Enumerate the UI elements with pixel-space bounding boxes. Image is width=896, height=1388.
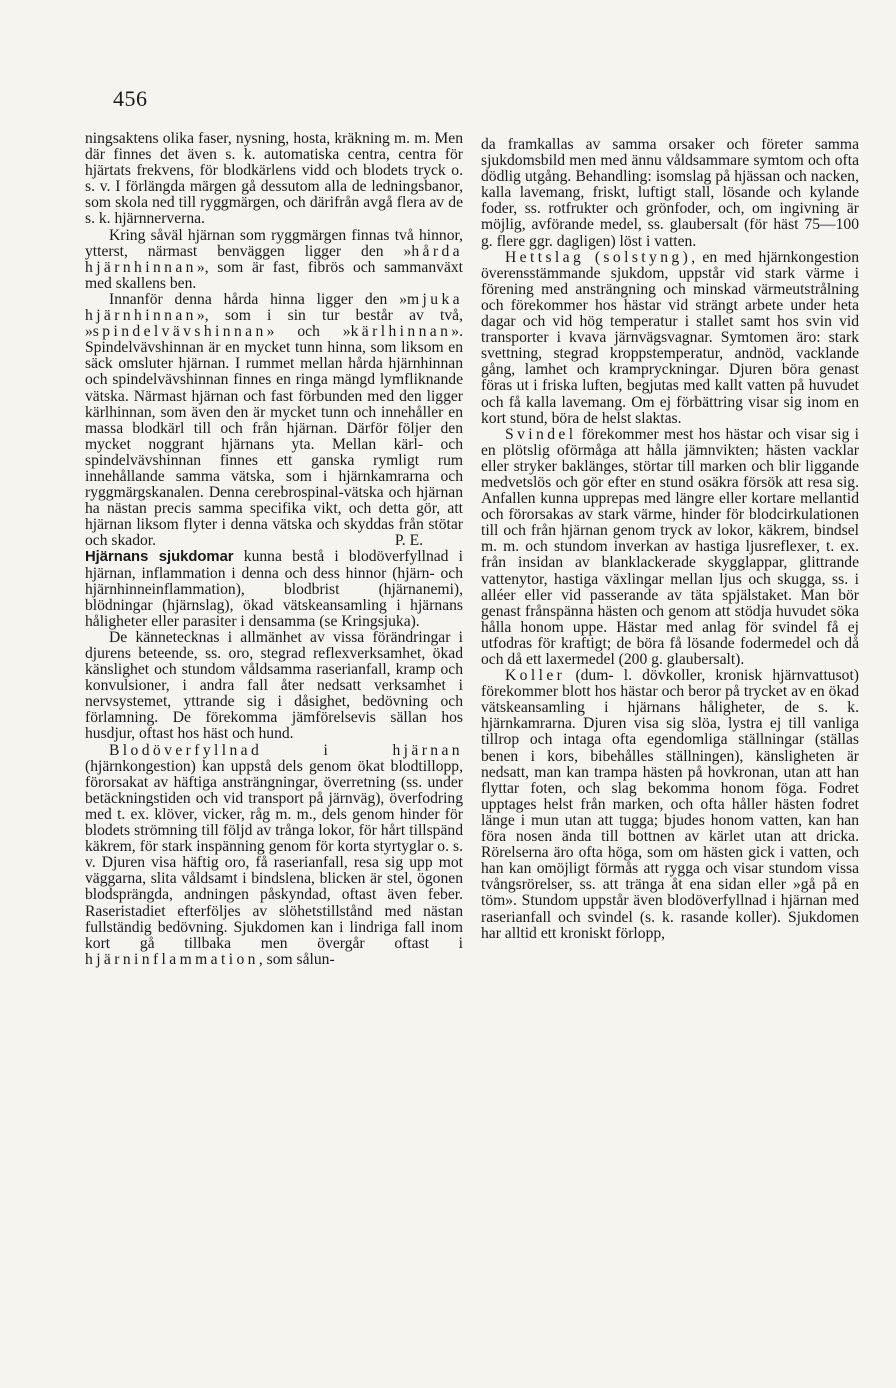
author-signature: P. E. [394, 532, 423, 550]
spaced-term: kärlhinnan [350, 323, 452, 341]
spaced-term: Blodöverfyllnad i hjärnan [109, 741, 463, 759]
text-run: », som i sin tur består av två, » [85, 307, 463, 341]
right-column [481, 137, 859, 942]
paragraph [85, 743, 463, 968]
text-run: », som är fast, fibrös och sammanväxt med skallens ben. [85, 258, 463, 292]
spaced-term: hårda hjärnhinnan [85, 242, 463, 276]
paragraph [85, 549, 463, 629]
section-heading: Hjärnans sjukdomar [85, 549, 234, 566]
spaced-term: Svindel [505, 425, 577, 443]
paragraph [481, 427, 859, 668]
page-number: 456 [113, 86, 148, 111]
spaced-term: Koller [505, 667, 566, 685]
paragraph [85, 228, 463, 292]
text-run: , som sålun- [258, 950, 335, 968]
paragraph: da framkallas av samma orsaker och företer samma sjukdomsbild men med ännu våldsammare symtom och ofta dödlig utgång. Behandling: isomslag på hjässan och nacken, kalla lavemang, friskt, luftigt stall, lösande och kylande foder, ss. rotfrukter och grönfoder, och, om ingivning är möjlig, avförande medel, ss. glaubersalt (för häst 75—100 g. flere ggr. dagligen) löst i vatten. [481, 136, 859, 250]
text-run: kunna bestå i blodöverfyllnad i hjärnan, inflammation i denna och dess hinnor (hjärn- och hjärnhinneinflammation), blodbrist (hjärnanemi), blödningar (hjärnslag), ökad vätskeansamling i hjärnans håligheter eller parasiter i densamma (se Kringsjuka). [85, 548, 463, 630]
paragraph: De kännetecknas i allmänhet av vissa förändringar i djurens beteende, ss. oro, stegrad reflexverksamhet, ökad känslighet och stundom våldsamma raserianfall, kramp och konvulsioner, i andra fall åter nedsatt verksamhet i nervsystemet, yttrande sig i dåsighet, bedövning och förlamning. De förekomma jämförelsevis sällan hos husdjur, oftast hos häst och hund. [85, 628, 463, 743]
text-run: förekommer mest hos hästar och visar sig i en plötslig oförmåga att hålla jämnvikten; hästen vacklar eller stryker baklänges, störtar till marken och blir liggande medvetslös och gör efter en stund osäkra försök att resa sig. Anfallen kunna upprepas med längre eller kortare mellantid och förorsakas av stark värme, hinder för blodcirkulationen till och från hjärnan genom tryck av lokor, käkrem, bindsel m. m. och stundom inverkan av hastiga ljusreflexer, t. ex. från insidan av blanklackerade skygglappar, glittrande vattenytor, hastiga växlingar mellan ljus och skugga, ss. i alléer eller vid passerande av täta spjälstaket. Man bör genast frånspänna hästen och genom att stödja huvudet söka hålla honom uppe. Hästar med anlag för svindel få ej utfodras för kraftigt; de böra få lösande fodermedel och då och då ett laxermedel (200 g. glaubersalt). [481, 425, 859, 668]
text-run: , en med hjärnkongestion överensstämmande sjukdom, uppstår vid stark värme i förening med ansträngning och minskad värmeutstrålning och förekommer hos hästar vid strängt arbete under heta dagar och vid hög temperatur i stallet samt hos svin vid transporter i kvava järnvägsvagnar. Symtomen äro: stark svettning, stegrad kroppstemperatur, andnöd, vacklande gång, lamhet och krampryckningar. Djuren böra genast föras ut i friska luften, begjutas med kallt vatten på huvudet och få kalla lavemang. Om ej förbättring visar sig inom en kort stund, böra de helst slaktas. [481, 248, 859, 427]
text-run: » och » [266, 323, 351, 341]
text-run: Kring såväl hjärnan som ryggmärgen finnas två hinnor, ytterst, närmast benväggen ligger den » [85, 226, 463, 260]
paragraph: ningsaktens olika faser, nysning, hosta, kräkning m. m. Men där finnes det även s. k. automatiska centra, centra för hjärtats frekvens, för blodkärlens vidd och blodets tryck o. s. v. I förlängda märgen gå dessutom alla de ledningsbanor, som skola ned till ryggmärgen, och därifrån avgå flera av de s. k. hjärnnerverna. [85, 130, 463, 228]
paragraph [85, 292, 463, 550]
text-run: (hjärnkongestion) kan uppstå dels genom ökat blodtillopp, förorsakat av häftiga ansträngningar, överretning (ss. under betäckningstiden och vid transport på järnväg), överfodring med t. ex. klöver, vicker, råg m. m., dels genom hinder för blodets strömning till följd av trånga lokor, för hårt tillspänd käkrem, för stark inspänning genom för korta styrtyglar o. s. v. Djuren visa häftig oro, få raserianfall, resa sig upp mot väggarna, slita våldsamt i bindslena, blicken är stel, ögonen blodsprängda, andningen påskyndad, oftast även feber. Raseristadiet efterföljes av slöhetstillstånd med nästan fullständig bedövning. Sjukdomen kan i lindriga fall inom kort gå tillbaka men övergår oftast i [85, 757, 463, 952]
text-run: ». Spindelvävshinnan är en mycket tunn hinna, som liksom en säck omsluter hjärnan. I rummet mellan hårda hjärnhinnan och spindelvävshinnan finnes en ringa mängd lymfliknande vätska. Närmast hjärnan och fast förbunden med den ligger kärlhinnan, som även den är mycket tunn och innehåller en massa blodkärl till och från hjärnan. Därför följer den mycket noggrant hjärnans yta. Mellan kärl- och spindelvävshinnan finnes ett ganska rymligt rum innehållande samma vätska, som i hjärnkamrarna och ryggmärgskanalen. Denna cerebrospinal-vätska och hjärnan ha nästan precis samma specifika vikt, och detta gör, att hjärnan liksom flyter i denna vätska och skyddas från stötar och skador. [85, 323, 463, 550]
spaced-term: spindelvävshinnan [92, 323, 267, 341]
text-run: (dum- l. dövkoller, kronisk hjärnvattusot) förekommer blott hos hästar och beror på trycket av en ökad vätskeansamling i hjärnans håligheter, de s. k. hjärnkamrarna. Djuren visa sig slöa, lystra ej till vanliga tillrop och intaga ofta egendomliga ställningar (ställas benen i kors, bibehålles ställningen), känsligheten är nedsatt, man kan trampa hästen på hovkronan, utan att han flyttar foten, och slag bekomma honom föga. Fodret upptages helst från marken, och ofta håller hästen fodret länge i mun utan att tugga; bjudes honom vatten, kan han föra nosen ända till bottnen av kärlet utan att dricka. Rörelserna äro ofta höga, som om hästen gick i vatten, och han kan omöjligt förmås att rygga och visar stundom vissa tvångsrörelser, ss. att tränga åt ena sidan eller »gå på en töm». Stundom uppstår även blodöverfyllnad i hjärnan med raserianfall och svindel (s. k. rasande koller). Sjukdomen har alltid ett kroniskt förlopp, [481, 667, 859, 942]
paragraph [481, 250, 859, 427]
left-column [85, 131, 463, 968]
spaced-term: hjärninflammation [85, 950, 259, 968]
spaced-term: mjuka hjärnhinnan [85, 290, 463, 325]
text-run: Innanför denna hårda hinna ligger den » [109, 290, 408, 308]
paragraph [481, 668, 859, 942]
spaced-term: Hettslag (solstyng) [505, 248, 692, 266]
